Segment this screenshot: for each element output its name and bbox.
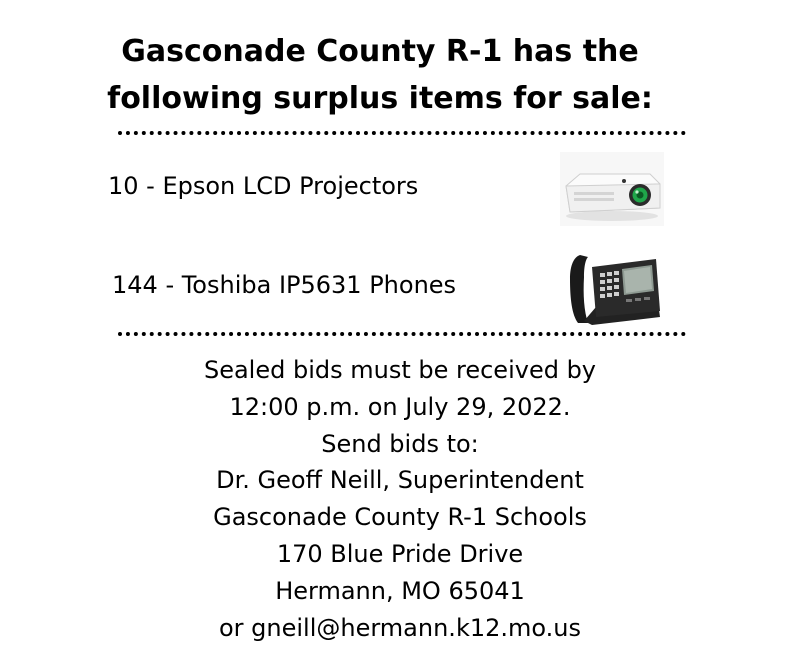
- bid-instructions: [0, 352, 800, 646]
- send-bids-heading: Send bids to:: [321, 429, 479, 458]
- desk-phone-image: [566, 251, 662, 331]
- contact-email: or gneill@hermann.k12.mo.us: [218, 613, 581, 642]
- title-line-1: Gasconade County R-1 has the: [121, 34, 639, 69]
- item-phones-label: 144 - Toshiba IP5631 Phones: [112, 271, 457, 299]
- contact-organization: Gasconade County R-1 Schools: [213, 503, 587, 532]
- bottom-dotted-divider: [118, 332, 686, 336]
- page-title: [0, 28, 760, 122]
- top-dotted-divider: [118, 131, 686, 135]
- title-line-2: following surplus items for sale:: [107, 81, 653, 116]
- item-projectors-label: 10 - Epson LCD Projectors: [108, 172, 419, 200]
- contact-name: Dr. Geoff Neill, Superintendent: [216, 466, 584, 495]
- bid-deadline-line: Sealed bids must be received by: [203, 356, 597, 384]
- projector-image: [560, 152, 664, 230]
- contact-city-state-zip: Hermann, MO 65041: [275, 576, 525, 605]
- contact-street: 170 Blue Pride Drive: [276, 539, 524, 568]
- bid-deadline-date: 12:00 p.m. on July 29, 2022.: [229, 392, 571, 421]
